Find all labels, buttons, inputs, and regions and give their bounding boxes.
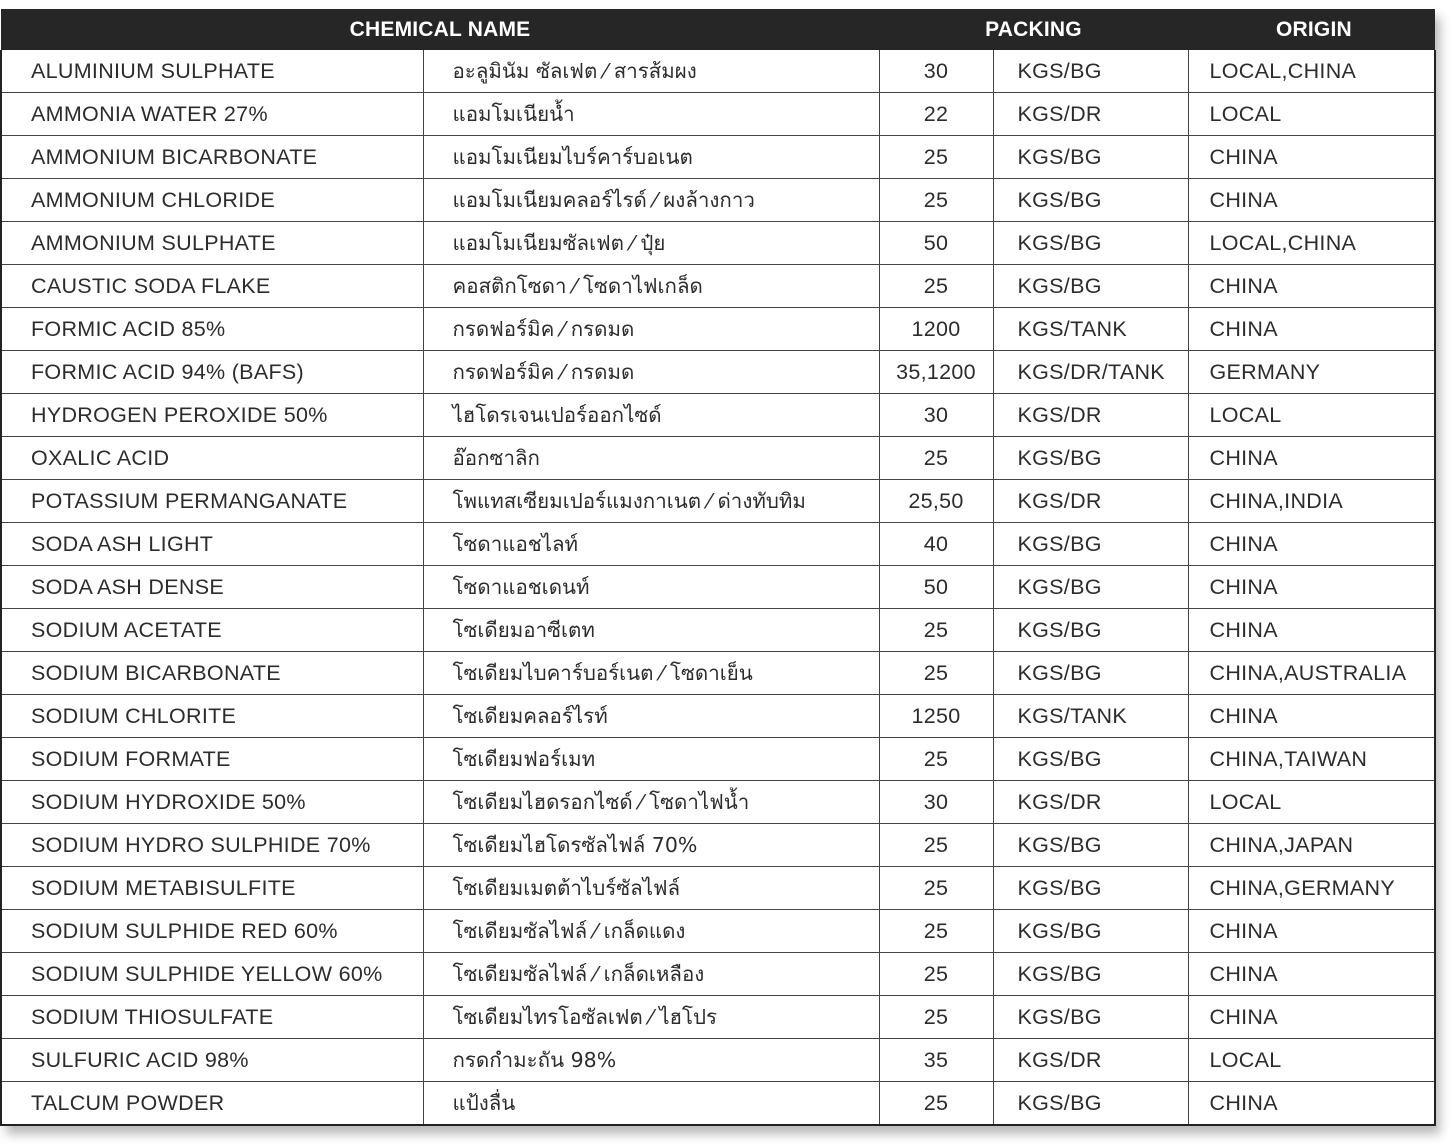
- chemical-name-th: กรดฟอร์มิค ⁄ กรดมด: [423, 351, 879, 394]
- packing-quantity: 1250: [879, 695, 993, 738]
- chemical-name-en: SODA ASH DENSE: [1, 566, 423, 609]
- packing-quantity: 22: [879, 93, 993, 136]
- origin-country: CHINA: [1188, 1082, 1435, 1126]
- chemical-name-en: AMMONIA WATER 27%: [1, 93, 423, 136]
- table-row: [1, 265, 1435, 308]
- chemical-name-en: SODIUM ACETATE: [1, 609, 423, 652]
- packing-quantity: 25: [879, 953, 993, 996]
- packing-quantity: 25: [879, 867, 993, 910]
- chemical-name-th: โซเดียมอาซีเตท: [423, 609, 879, 652]
- packing-unit: KGS/DR: [993, 781, 1188, 824]
- chemical-name-th: กรดฟอร์มิค ⁄ กรดมด: [423, 308, 879, 351]
- chemical-name-th: โซเดียมไฮโดรซัลไฟล์ 70%: [423, 824, 879, 867]
- origin-country: CHINA: [1188, 136, 1435, 179]
- origin-country: LOCAL,CHINA: [1188, 222, 1435, 265]
- origin-country: CHINA,AUSTRALIA: [1188, 652, 1435, 695]
- packing-unit: KGS/DR: [993, 1039, 1188, 1082]
- origin-country: CHINA,JAPAN: [1188, 824, 1435, 867]
- packing-unit: KGS/TANK: [993, 308, 1188, 351]
- chemical-name-th: โซเดียมซัลไฟล์ ⁄ เกล็ดเหลือง: [423, 953, 879, 996]
- packing-unit: KGS/BG: [993, 609, 1188, 652]
- chemical-name-en: SODIUM SULPHIDE RED 60%: [1, 910, 423, 953]
- chemical-name-th: โซเดียมไฮดรอกไซด์ ⁄ โซดาไฟน้ำ: [423, 781, 879, 824]
- origin-country: LOCAL,CHINA: [1188, 50, 1435, 93]
- chemical-name-en: SODA ASH LIGHT: [1, 523, 423, 566]
- origin-country: CHINA: [1188, 523, 1435, 566]
- chemical-name-th: โซเดียมคลอร์ไรท์: [423, 695, 879, 738]
- table-row: [1, 308, 1435, 351]
- origin-country: CHINA,GERMANY: [1188, 867, 1435, 910]
- table-row: [1, 351, 1435, 394]
- table-body: [1, 50, 1435, 1125]
- chemical-name-en: SODIUM HYDROXIDE 50%: [1, 781, 423, 824]
- packing-unit: KGS/DR: [993, 394, 1188, 437]
- origin-country: CHINA: [1188, 566, 1435, 609]
- origin-country: LOCAL: [1188, 781, 1435, 824]
- origin-country: CHINA,INDIA: [1188, 480, 1435, 523]
- chemical-name-th: โพแทสเซียมเปอร์แมงกาเนต ⁄ ด่างทับทิม: [423, 480, 879, 523]
- packing-unit: KGS/BG: [993, 136, 1188, 179]
- packing-quantity: 30: [879, 781, 993, 824]
- chemical-name-en: TALCUM POWDER: [1, 1082, 423, 1126]
- origin-country: CHINA: [1188, 179, 1435, 222]
- table-row: [1, 609, 1435, 652]
- chemical-name-en: CAUSTIC SODA FLAKE: [1, 265, 423, 308]
- packing-quantity: 25,50: [879, 480, 993, 523]
- chemical-name-en: SODIUM HYDRO SULPHIDE 70%: [1, 824, 423, 867]
- packing-quantity: 30: [879, 394, 993, 437]
- table-row: [1, 394, 1435, 437]
- packing-quantity: 25: [879, 437, 993, 480]
- packing-quantity: 25: [879, 996, 993, 1039]
- packing-unit: KGS/BG: [993, 738, 1188, 781]
- table-row: [1, 738, 1435, 781]
- chemical-name-th: โซเดียมไบคาร์บอร์เนต ⁄ โซดาเย็น: [423, 652, 879, 695]
- packing-quantity: 25: [879, 824, 993, 867]
- table-row: [1, 1082, 1435, 1126]
- packing-quantity: 30: [879, 50, 993, 93]
- packing-unit: KGS/BG: [993, 566, 1188, 609]
- chemical-name-en: OXALIC ACID: [1, 437, 423, 480]
- packing-quantity: 25: [879, 609, 993, 652]
- chemical-name-en: SULFURIC ACID 98%: [1, 1039, 423, 1082]
- chemical-name-en: AMMONIUM SULPHATE: [1, 222, 423, 265]
- origin-country: CHINA: [1188, 265, 1435, 308]
- origin-country: CHINA: [1188, 308, 1435, 351]
- packing-unit: KGS/BG: [993, 996, 1188, 1039]
- chemical-name-th: ไฮโดรเจนเปอร์ออกไซด์: [423, 394, 879, 437]
- chemical-name-en: HYDROGEN PEROXIDE 50%: [1, 394, 423, 437]
- chemical-name-th: อะลูมินัม ซัลเฟต ⁄ สารส้มผง: [423, 50, 879, 93]
- header-origin: ORIGIN: [1188, 9, 1435, 50]
- chemical-name-th: โซเดียมไทรโอซัลเฟต ⁄ ไฮโปร: [423, 996, 879, 1039]
- origin-country: LOCAL: [1188, 93, 1435, 136]
- packing-unit: KGS/BG: [993, 652, 1188, 695]
- chemical-name-th: แอมโมเนียมซัลเฟต ⁄ ปุ๋ย: [423, 222, 879, 265]
- table-row: [1, 652, 1435, 695]
- origin-country: CHINA,TAIWAN: [1188, 738, 1435, 781]
- packing-quantity: 40: [879, 523, 993, 566]
- table-row: [1, 867, 1435, 910]
- origin-country: CHINA: [1188, 695, 1435, 738]
- packing-quantity: 25: [879, 1082, 993, 1126]
- packing-unit: KGS/BG: [993, 437, 1188, 480]
- packing-unit: KGS/BG: [993, 953, 1188, 996]
- chemical-name-th: โซดาแอชไลท์: [423, 523, 879, 566]
- packing-unit: KGS/BG: [993, 50, 1188, 93]
- table-row: [1, 996, 1435, 1039]
- packing-unit: KGS/BG: [993, 222, 1188, 265]
- chemical-name-en: AMMONIUM BICARBONATE: [1, 136, 423, 179]
- packing-quantity: 25: [879, 265, 993, 308]
- origin-country: LOCAL: [1188, 394, 1435, 437]
- table-row: [1, 695, 1435, 738]
- table-row: [1, 824, 1435, 867]
- packing-unit: KGS/BG: [993, 523, 1188, 566]
- table-row: [1, 50, 1435, 93]
- chemical-name-en: SODIUM METABISULFITE: [1, 867, 423, 910]
- packing-quantity: 50: [879, 222, 993, 265]
- chemical-name-th: โซเดียมซัลไฟล์ ⁄ เกล็ดแดง: [423, 910, 879, 953]
- chemical-name-th: โซเดียมเมตต้าไบร์ซัลไฟล์: [423, 867, 879, 910]
- packing-unit: KGS/BG: [993, 824, 1188, 867]
- packing-unit: KGS/BG: [993, 265, 1188, 308]
- chemical-name-en: AMMONIUM CHLORIDE: [1, 179, 423, 222]
- packing-quantity: 50: [879, 566, 993, 609]
- table-row: [1, 437, 1435, 480]
- packing-quantity: 25: [879, 652, 993, 695]
- packing-unit: KGS/TANK: [993, 695, 1188, 738]
- chemical-product-table: [0, 9, 1434, 1126]
- table-row: [1, 179, 1435, 222]
- header-packing: PACKING: [879, 9, 1188, 50]
- chemical-name-th: โซดาแอชเดนท์: [423, 566, 879, 609]
- chemical-name-en: ALUMINIUM SULPHATE: [1, 50, 423, 93]
- chemical-name-en: POTASSIUM PERMANGANATE: [1, 480, 423, 523]
- packing-quantity: 25: [879, 136, 993, 179]
- table-row: [1, 566, 1435, 609]
- chemical-name-en: SODIUM FORMATE: [1, 738, 423, 781]
- chemical-name-th: แอมโมเนียน้ำ: [423, 93, 879, 136]
- table-row: [1, 93, 1435, 136]
- packing-unit: KGS/BG: [993, 179, 1188, 222]
- packing-quantity: 35: [879, 1039, 993, 1082]
- chemical-name-en: FORMIC ACID 85%: [1, 308, 423, 351]
- packing-unit: KGS/BG: [993, 910, 1188, 953]
- packing-unit: KGS/BG: [993, 867, 1188, 910]
- chemical-name-th: แอมโมเนียมคลอร์ไรด์ ⁄ ผงล้างกาว: [423, 179, 879, 222]
- packing-unit: KGS/BG: [993, 1082, 1188, 1126]
- origin-country: LOCAL: [1188, 1039, 1435, 1082]
- header-chemical-name: CHEMICAL NAME: [1, 9, 879, 50]
- packing-quantity: 25: [879, 738, 993, 781]
- chemical-name-en: SODIUM BICARBONATE: [1, 652, 423, 695]
- chemical-name-en: SODIUM CHLORITE: [1, 695, 423, 738]
- table-header: [1, 9, 1435, 50]
- chemical-name-th: แป้งลื่น: [423, 1082, 879, 1126]
- packing-quantity: 35,1200: [879, 351, 993, 394]
- chemical-name-th: คอสติกโซดา ⁄ โซดาไฟเกล็ด: [423, 265, 879, 308]
- origin-country: GERMANY: [1188, 351, 1435, 394]
- packing-quantity: 1200: [879, 308, 993, 351]
- product-table: [0, 9, 1436, 1126]
- chemical-name-th: แอมโมเนียมไบร์คาร์บอเนต: [423, 136, 879, 179]
- chemical-name-th: อ๊อกซาลิก: [423, 437, 879, 480]
- table-row: [1, 523, 1435, 566]
- packing-unit: KGS/DR: [993, 480, 1188, 523]
- table-row: [1, 910, 1435, 953]
- packing-unit: KGS/DR: [993, 93, 1188, 136]
- origin-country: CHINA: [1188, 437, 1435, 480]
- table-row: [1, 136, 1435, 179]
- chemical-name-en: SODIUM THIOSULFATE: [1, 996, 423, 1039]
- origin-country: CHINA: [1188, 910, 1435, 953]
- chemical-name-en: FORMIC ACID 94% (BAFS): [1, 351, 423, 394]
- origin-country: CHINA: [1188, 996, 1435, 1039]
- packing-unit: KGS/DR/TANK: [993, 351, 1188, 394]
- chemical-name-en: SODIUM SULPHIDE YELLOW 60%: [1, 953, 423, 996]
- table-row: [1, 953, 1435, 996]
- chemical-name-th: กรดกำมะถัน 98%: [423, 1039, 879, 1082]
- origin-country: CHINA: [1188, 953, 1435, 996]
- chemical-name-th: โซเดียมฟอร์เมท: [423, 738, 879, 781]
- header-row: [1, 9, 1435, 50]
- table-row: [1, 480, 1435, 523]
- packing-quantity: 25: [879, 179, 993, 222]
- packing-quantity: 25: [879, 910, 993, 953]
- origin-country: CHINA: [1188, 609, 1435, 652]
- table-row: [1, 222, 1435, 265]
- table-row: [1, 781, 1435, 824]
- table-row: [1, 1039, 1435, 1082]
